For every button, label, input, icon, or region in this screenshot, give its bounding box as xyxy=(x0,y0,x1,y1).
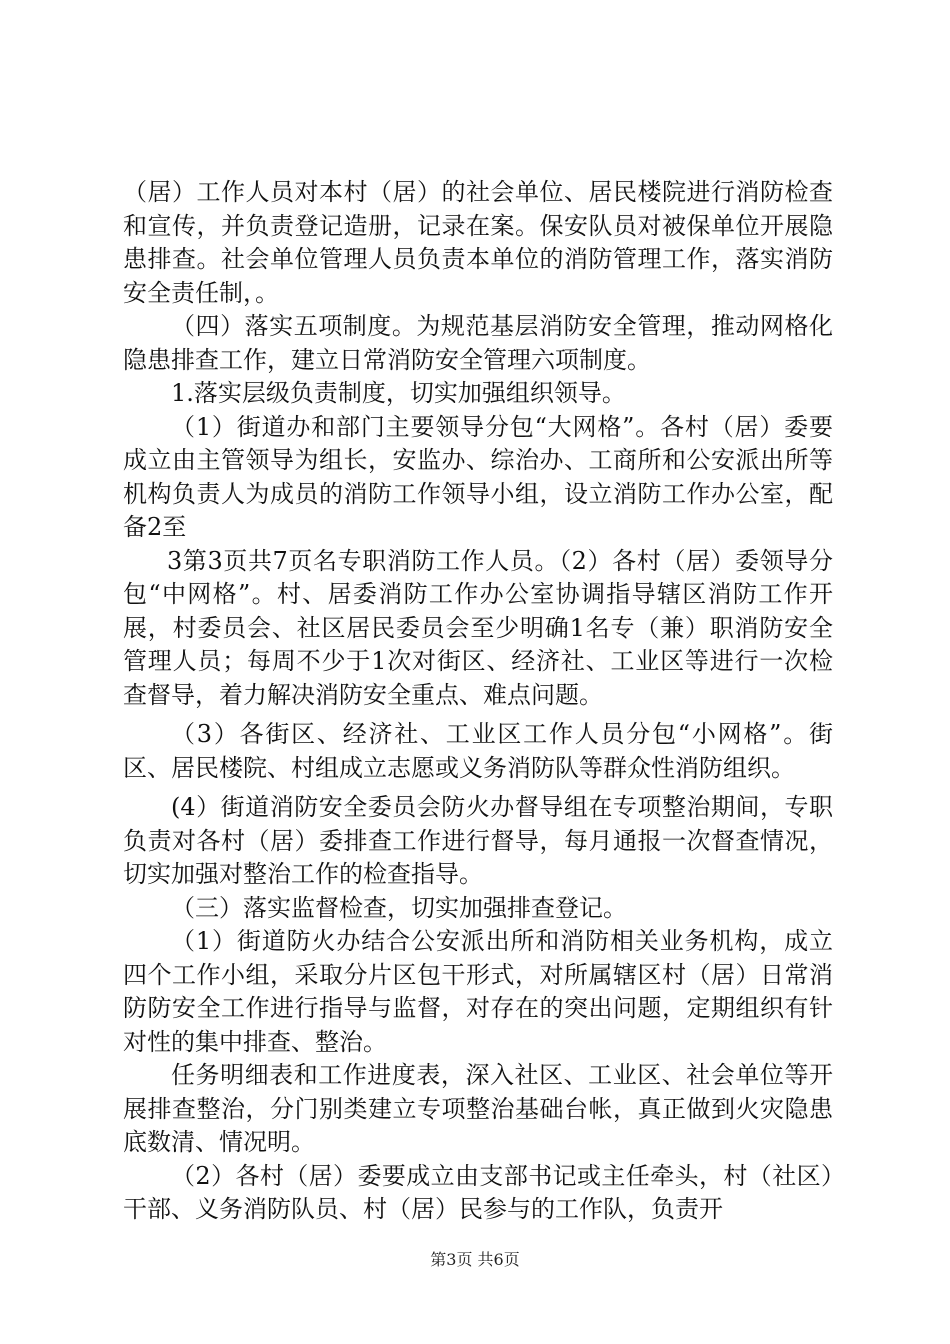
paragraph: 1.落实层级负责制度，切实加强组织领导。 xyxy=(171,379,626,407)
paragraph: 任务明细表和工作进度表，深入社区、工业区、社会单位等开展排查整治，分门别类建立专项整治基础台帐，真正做到火灾隐患底数清、情况明。 xyxy=(123,1061,833,1156)
document-body xyxy=(123,176,833,1227)
paragraph: （四）落实五项制度。为规范基层消防安全管理，推动网格化隐患排查工作，建立日常消防安全管理六项制度。 xyxy=(123,312,833,374)
paragraph: 3第3页共7页名专职消防工作人员。（2）各村（居）委领导分包“中网格”。村、居委消防工作办公室协调指导辖区消防工作开展，村委员会、社区居民委员会至少明确1名专（兼）职消防安全管理人员；每周不少于1次对街区、经济社、工业区等进行一次检查督导，着力解决消防安全重点、难点问题。 xyxy=(123,546,833,709)
paragraph: （3）各街区、经济社、工业区工作人员分包“小网格”。街区、居民楼院、村组成立志愿或义务消防队等群众性消防组织。 xyxy=(123,720,833,782)
paragraph: （1）街道防火办结合公安派出所和消防相关业务机构，成立四个工作小组，采取分片区包干形式，对所属辖区村（居）日常消防防安全工作进行指导与监督，对存在的突出问题，定期组织有针对性的集中排查、整治。 xyxy=(123,927,833,1056)
paragraph: (4）街道消防安全委员会防火办督导组在专项整治期间，专职负责对各村（居）委排查工作进行督导，每月通报一次督查情况，切实加强对整治工作的检查指导。 xyxy=(123,793,833,888)
paragraph: （1）街道办和部门主要领导分包“大网格”。各村（居）委要成立由主管领导为组长，安监办、综治办、工商所和公安派出所等机构负责人为成员的消防工作领导小组，设立消防工作办公室，配备2至 xyxy=(123,412,833,541)
page-footer: 第3页 共6页 xyxy=(430,1250,520,1269)
paragraph: （三）落实监督检查，切实加强排查登记。 xyxy=(171,893,627,922)
paragraph: （居）工作人员对本村（居）的社会单位、居民楼院进行消防检查和宣传，并负责登记造册，记录在案。保安队员对被保单位开展隐患排查。社会单位管理人员负责本单位的消防管理工作，落实消防安全责任制，。 xyxy=(123,178,833,307)
paragraph: （2）各村（居）委要成立由支部书记或主任牵头，村（社区）干部、义务消防队员、村（居）民参与的工作队，负责开 xyxy=(123,1161,833,1223)
